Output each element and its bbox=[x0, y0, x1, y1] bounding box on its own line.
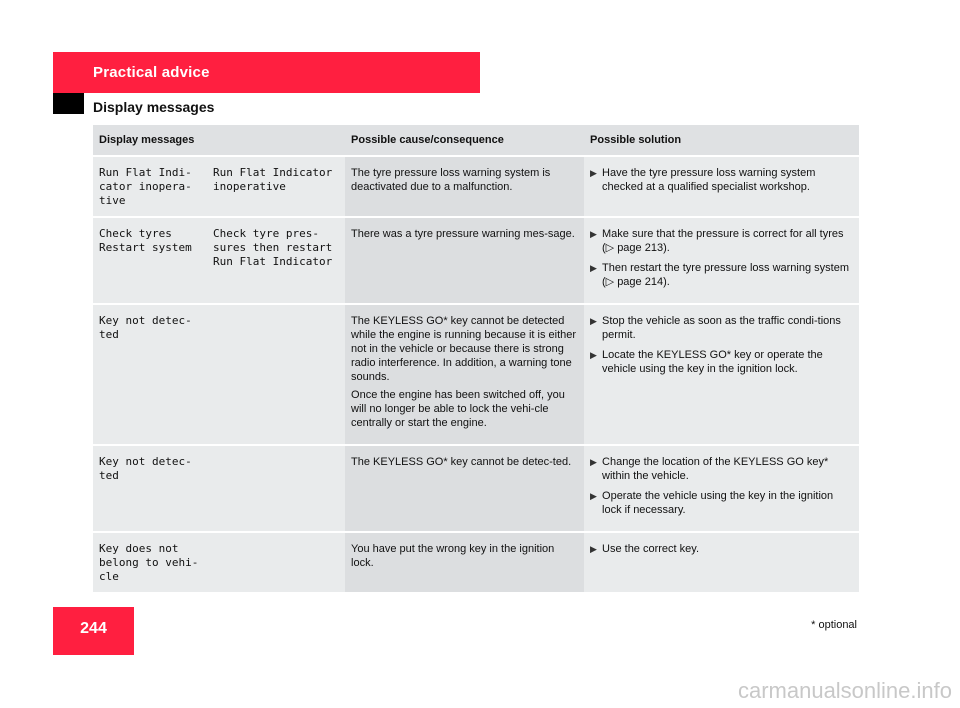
section-marker bbox=[53, 93, 84, 114]
table-row bbox=[93, 304, 859, 445]
arrow-right-icon: ▶ bbox=[590, 350, 597, 360]
solution-text: Make sure that the pressure is correct for all tyres (▷ page 213). bbox=[602, 228, 844, 254]
solution-item bbox=[590, 314, 853, 342]
display-messages-table bbox=[93, 125, 859, 592]
solution-cell bbox=[584, 532, 859, 592]
cause-cell bbox=[345, 304, 584, 445]
message-detail-cell bbox=[207, 532, 345, 592]
solution-item bbox=[590, 489, 853, 517]
solution-item bbox=[590, 348, 853, 376]
solution-text: Stop the vehicle as soon as the traffic condi-tions permit. bbox=[602, 315, 841, 341]
solution-item bbox=[590, 227, 853, 255]
watermark: carmanualsonline.info bbox=[737, 678, 952, 703]
arrow-right-icon: ▶ bbox=[590, 229, 597, 239]
solution-text: Operate the vehicle using the key in the ignition lock if necessary. bbox=[602, 490, 834, 516]
arrow-right-icon: ▶ bbox=[590, 263, 597, 273]
message-detail-cell bbox=[207, 445, 345, 532]
cause-cell bbox=[345, 217, 584, 304]
solution-cell bbox=[584, 304, 859, 445]
section-title: Practical advice bbox=[93, 64, 210, 81]
column-header-cause: Possible cause/consequence bbox=[345, 125, 584, 156]
message-detail-cell bbox=[207, 304, 345, 445]
message-cell: Key not detec- ted bbox=[93, 445, 207, 532]
message-cell: Run Flat Indi- cator inopera- tive bbox=[93, 156, 207, 217]
solution-text: Have the tyre pressure loss warning system checked at a qualified specialist workshop. bbox=[602, 167, 816, 193]
footnote-optional: * optional bbox=[811, 619, 857, 631]
cause-cell bbox=[345, 156, 584, 217]
cause-text: You have put the wrong key in the ignition lock. bbox=[351, 543, 555, 569]
solution-text: Use the correct key. bbox=[602, 543, 700, 555]
solution-cell bbox=[584, 445, 859, 532]
cause-text: The KEYLESS GO* key cannot be detected while the engine is running because it is either not in the vehicle or because there is strong radio interference. In addition, a warning tone sounds. bbox=[351, 315, 577, 383]
arrow-right-icon: ▶ bbox=[590, 491, 597, 501]
message-detail-cell: Run Flat Indicator inoperative bbox=[207, 156, 345, 217]
solution-item bbox=[590, 542, 853, 556]
page-number: 244 bbox=[80, 620, 107, 637]
solution-cell bbox=[584, 217, 859, 304]
cause-text: Once the engine has been switched off, you will no longer be able to lock the vehi-cle centrally or start the engine. bbox=[351, 389, 565, 429]
solution-text: Locate the KEYLESS GO* key or operate the vehicle using the key in the ignition lock. bbox=[602, 349, 823, 375]
arrow-right-icon: ▶ bbox=[590, 316, 597, 326]
message-detail-cell: Check tyre pres- sures then restart Run Flat Indicator bbox=[207, 217, 345, 304]
solution-item bbox=[590, 455, 853, 483]
solution-item bbox=[590, 166, 853, 194]
cause-cell bbox=[345, 532, 584, 592]
arrow-right-icon: ▶ bbox=[590, 544, 597, 554]
arrow-right-icon: ▶ bbox=[590, 457, 597, 467]
message-cell: Check tyres Restart system bbox=[93, 217, 207, 304]
table-row bbox=[93, 217, 859, 304]
arrow-right-icon: ▶ bbox=[590, 168, 597, 178]
cause-text: The KEYLESS GO* key cannot be detec-ted. bbox=[351, 456, 572, 468]
table-row bbox=[93, 156, 859, 217]
message-cell: Key does not belong to vehi- cle bbox=[93, 532, 207, 592]
cause-text: There was a tyre pressure warning mes-sage. bbox=[351, 228, 575, 240]
table-row bbox=[93, 532, 859, 592]
table-row bbox=[93, 445, 859, 532]
column-header-solution: Possible solution bbox=[584, 125, 859, 156]
solution-cell bbox=[584, 156, 859, 217]
solution-text: Change the location of the KEYLESS GO key* within the vehicle. bbox=[602, 456, 829, 482]
message-cell: Key not detec- ted bbox=[93, 304, 207, 445]
page-title: Display messages bbox=[93, 99, 215, 115]
solution-item bbox=[590, 261, 853, 289]
table-header-row bbox=[93, 125, 859, 156]
cause-cell bbox=[345, 445, 584, 532]
solution-text: Then restart the tyre pressure loss warning system (▷ page 214). bbox=[602, 262, 849, 288]
column-header-display-messages: Display messages bbox=[93, 125, 345, 156]
cause-text: The tyre pressure loss warning system is deactivated due to a malfunction. bbox=[351, 167, 551, 193]
